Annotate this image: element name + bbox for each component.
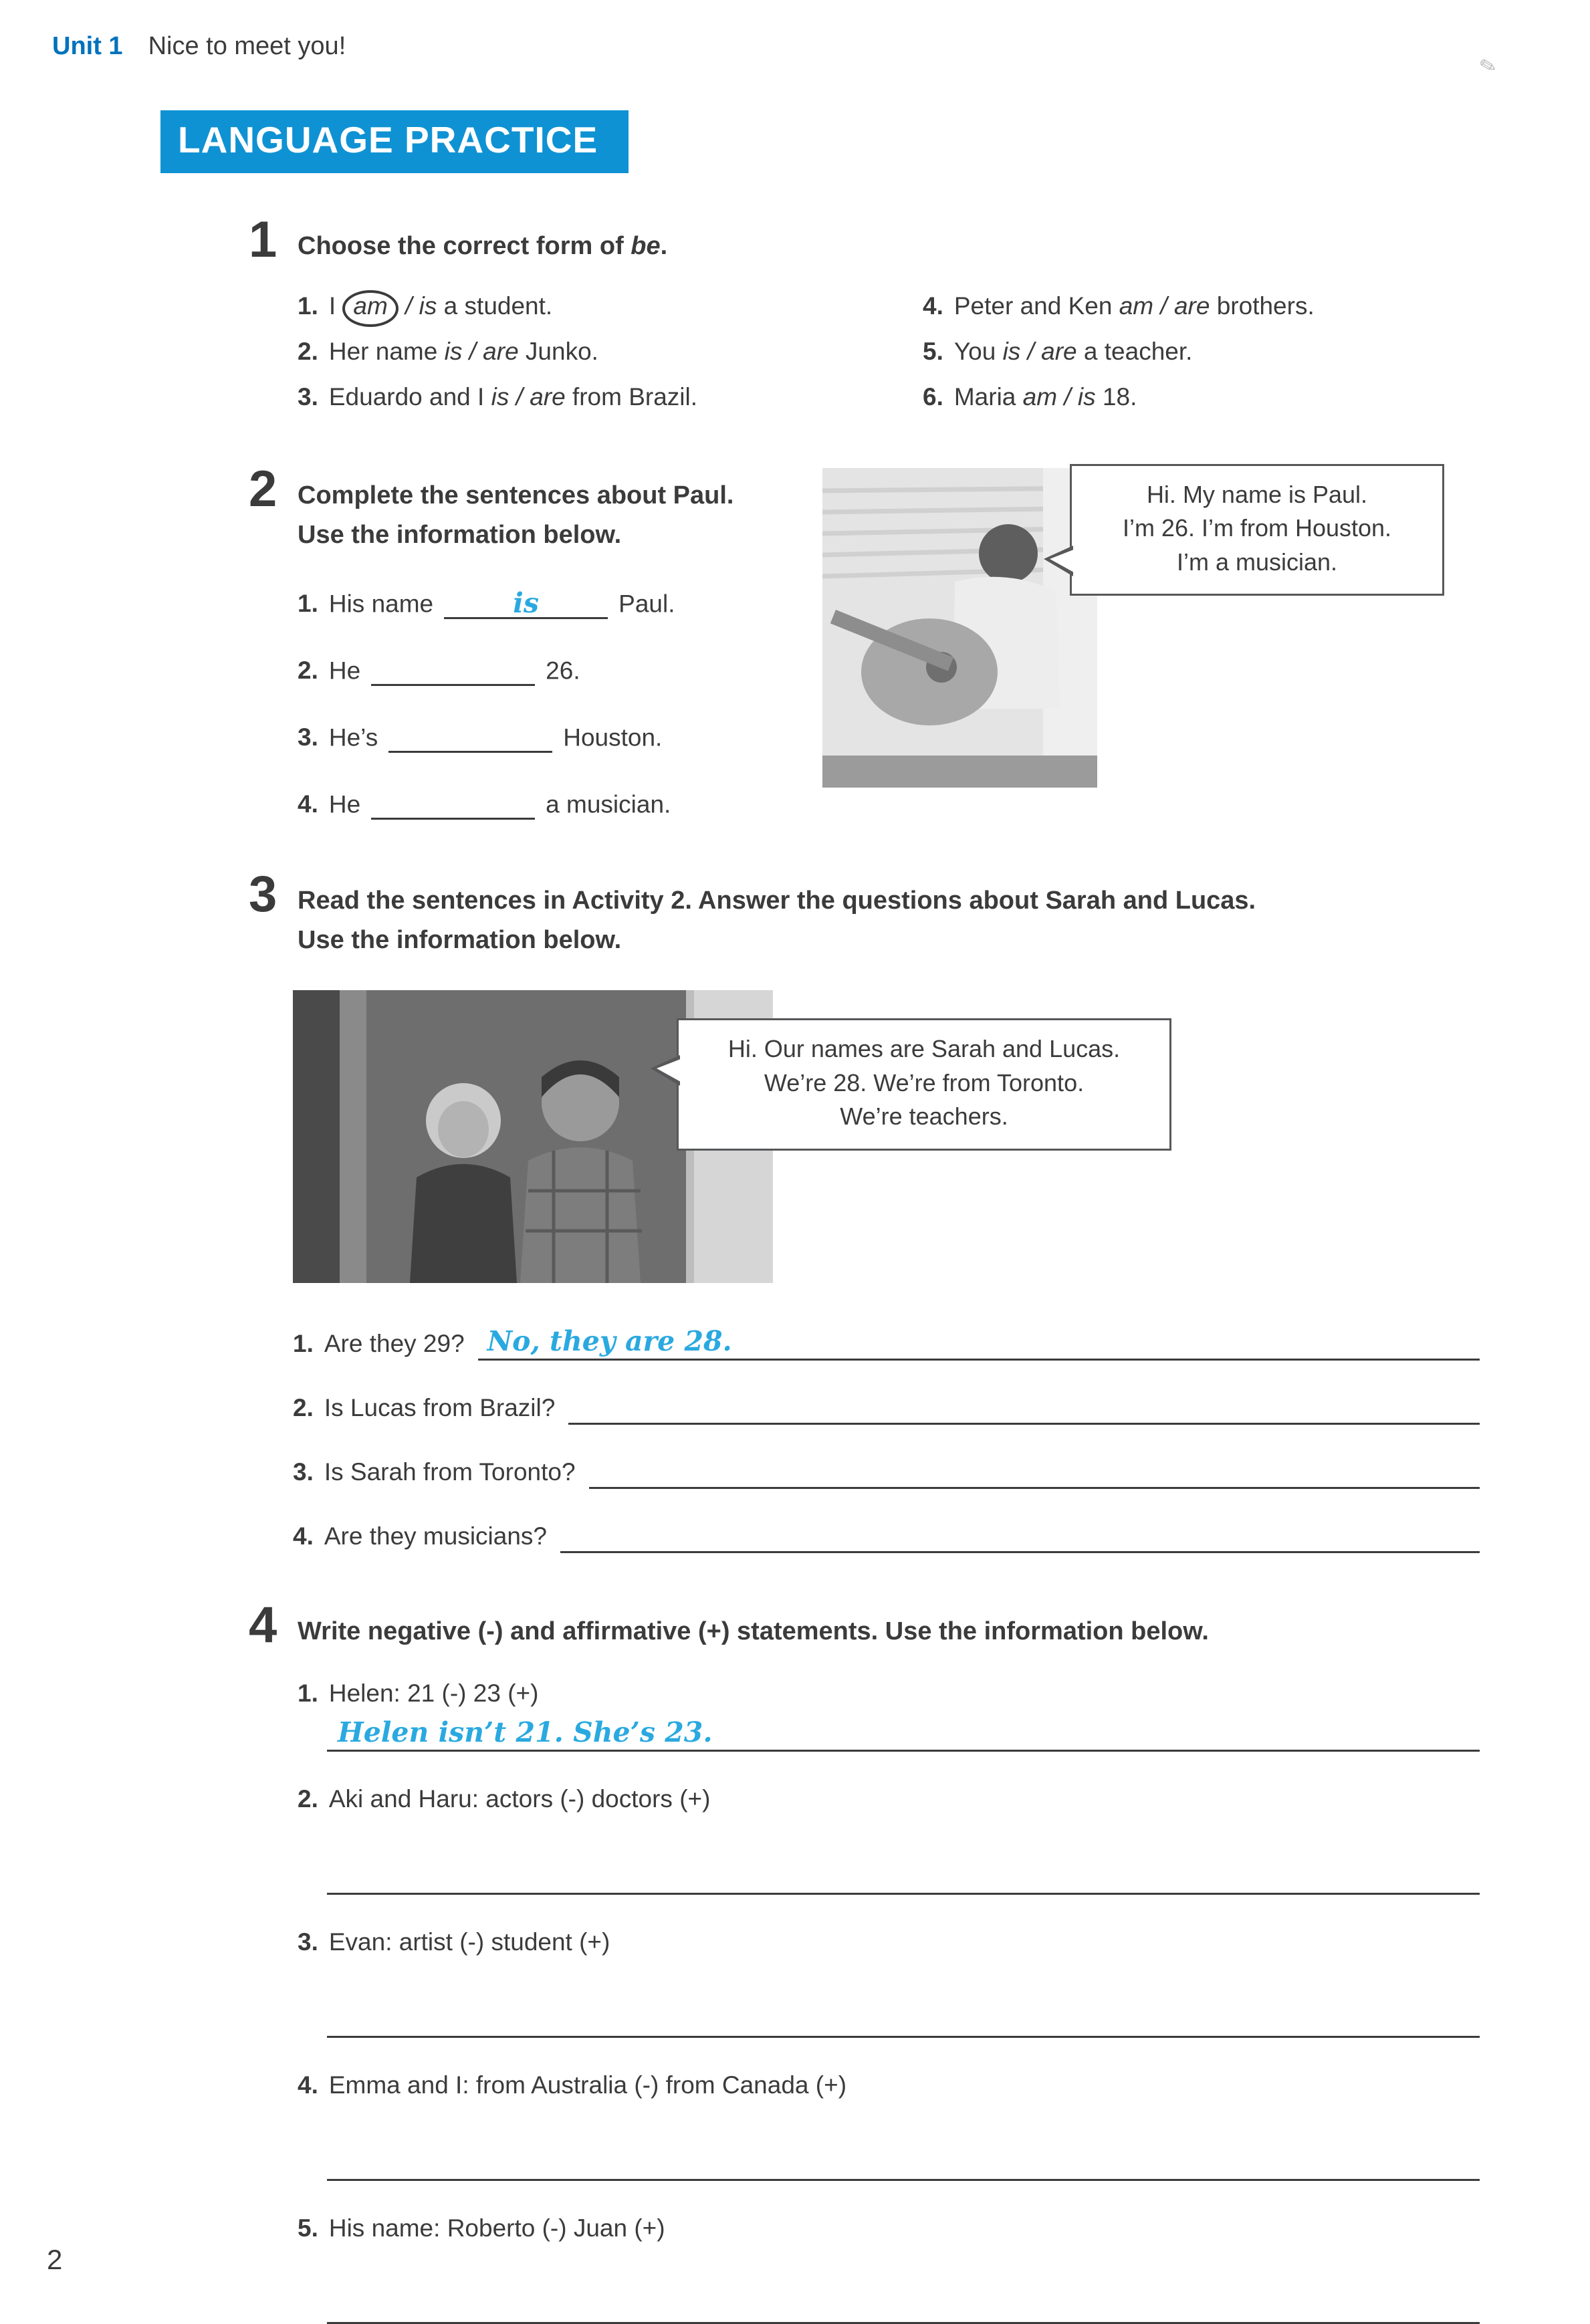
activity-3-title: Read the sentences in Activity 2. Answer the questions about Sarah and Lucas. Use the information below. bbox=[298, 886, 1256, 954]
unit-label: Unit 1 bbox=[52, 32, 123, 60]
choice-option-2[interactable]: are bbox=[1173, 292, 1210, 320]
activity-4-title: Write negative (-) and affirmative (+) statements. Use the information below. bbox=[298, 1617, 1209, 1646]
answer-line[interactable] bbox=[560, 1518, 1480, 1553]
activity-4-number: 4 bbox=[249, 1597, 277, 1654]
a1-item-3: 3. Eduardo and I is / are from Brazil. bbox=[298, 382, 698, 411]
item-number: 1. bbox=[293, 1330, 314, 1358]
question-text: Are they musicians? bbox=[324, 1522, 548, 1550]
choice-option-2[interactable]: are bbox=[530, 382, 566, 411]
a4-item-2 bbox=[298, 1785, 1480, 1895]
item-number: 6. bbox=[923, 382, 943, 411]
unit-title: Nice to meet you! bbox=[148, 32, 346, 60]
choice-option-2[interactable]: is bbox=[419, 292, 437, 320]
choice-option-1[interactable]: is bbox=[491, 382, 509, 411]
activity-2-number: 2 bbox=[249, 460, 277, 517]
item-number: 4. bbox=[298, 2071, 318, 2099]
answer-line[interactable] bbox=[327, 2003, 1480, 2038]
a3-item-1 bbox=[293, 1326, 1480, 1361]
item-number: 3. bbox=[293, 1458, 314, 1486]
activity-3-media bbox=[293, 990, 1480, 1288]
a1-item-5: 5. You is / are a teacher. bbox=[923, 337, 1193, 365]
activity-1-number: 1 bbox=[249, 211, 277, 268]
answer-blank[interactable] bbox=[371, 788, 535, 820]
page-header bbox=[0, 0, 1590, 61]
prompt-text: Evan: artist (-) student (+) bbox=[328, 1928, 610, 1956]
choice-option-1[interactable]: is bbox=[444, 337, 463, 365]
a1-item-1: 1. I am / is a student. bbox=[298, 283, 923, 329]
item-number: 2. bbox=[298, 337, 318, 365]
choice-option-2[interactable]: are bbox=[1041, 337, 1077, 365]
answer-blank[interactable] bbox=[371, 654, 535, 686]
choice-option-1-circled[interactable]: am bbox=[342, 290, 398, 327]
prompt-text: Aki and Haru: actors (-) doctors (+) bbox=[328, 1785, 711, 1813]
a2-item-2: 2. He 26. bbox=[298, 654, 1480, 686]
a1-item-4: 4. Peter and Ken am / are brothers. bbox=[923, 292, 1315, 320]
a2-item-1: 1. His name is Paul. bbox=[298, 586, 675, 619]
answer-line[interactable] bbox=[478, 1326, 1480, 1361]
choice-option-1[interactable]: am bbox=[1119, 292, 1154, 320]
a4-item-5 bbox=[298, 2214, 1480, 2324]
page-number: 2 bbox=[47, 2244, 63, 2275]
activity-2-title: Complete the sentences about Paul. Use the information below. bbox=[298, 481, 734, 549]
a3-item-2 bbox=[293, 1390, 1480, 1425]
item-number: 5. bbox=[923, 337, 943, 365]
answer-line[interactable] bbox=[327, 2289, 1480, 2324]
sarah-lucas-speech-bubble: Hi. Our names are Sarah and Lucas. We’re 28. We’re from Toronto. We’re teachers. bbox=[677, 1018, 1171, 1150]
title-word-be: be bbox=[631, 232, 661, 260]
a1-item-6: 6. Maria am / is 18. bbox=[923, 382, 1137, 411]
answer-line[interactable] bbox=[327, 1717, 1480, 1752]
activity-1-title: Choose the correct form of be. bbox=[298, 232, 668, 260]
handwritten-answer: Helen isn’t 21. She’s 23. bbox=[338, 1716, 713, 1749]
prompt-text: His name: Roberto (-) Juan (+) bbox=[328, 2214, 665, 2242]
corner-mark-icon: ✎ bbox=[1477, 53, 1499, 80]
answer-line[interactable] bbox=[589, 1454, 1480, 1489]
answer-line[interactable] bbox=[327, 1860, 1480, 1895]
a4-item-3 bbox=[298, 1928, 1480, 2038]
item-number: 4. bbox=[293, 1522, 314, 1550]
answer-blank[interactable] bbox=[444, 587, 608, 619]
handwritten-answer: is bbox=[513, 586, 539, 619]
item-number: 1. bbox=[298, 292, 318, 320]
a1-item-2: 2. Her name is / are Junko. bbox=[298, 337, 598, 365]
activity-4-items bbox=[298, 1679, 1480, 2324]
answer-line[interactable] bbox=[568, 1390, 1480, 1425]
prompt-text: Emma and I: from Australia (-) from Canada (+) bbox=[328, 2071, 847, 2099]
item-number: 3. bbox=[298, 723, 318, 751]
answer-line[interactable] bbox=[327, 2146, 1480, 2181]
choice-option-1[interactable]: am bbox=[1022, 382, 1058, 411]
activity-4 bbox=[249, 1597, 1480, 2324]
item-number: 2. bbox=[293, 1394, 314, 1422]
a3-item-4 bbox=[293, 1518, 1480, 1553]
choice-option-2[interactable]: is bbox=[1077, 382, 1096, 411]
item-number: 1. bbox=[298, 590, 318, 618]
handwritten-answer: No, they are 28. bbox=[487, 1325, 732, 1358]
activity-1 bbox=[249, 211, 1480, 420]
item-number: 4. bbox=[298, 790, 318, 818]
choice-option-2[interactable]: are bbox=[483, 337, 519, 365]
activity-2 bbox=[249, 460, 1480, 820]
question-text: Are they 29? bbox=[324, 1330, 465, 1358]
question-text: Is Lucas from Brazil? bbox=[324, 1394, 556, 1422]
activity-3 bbox=[249, 865, 1480, 1554]
a4-item-1 bbox=[298, 1679, 1480, 1752]
a3-item-3 bbox=[293, 1454, 1480, 1489]
paul-speech-bubble: Hi. My name is Paul. I’m 26. I’m from Houston. I’m a musician. bbox=[1070, 464, 1444, 596]
question-text: Is Sarah from Toronto? bbox=[324, 1458, 576, 1486]
item-number: 4. bbox=[923, 292, 943, 320]
a4-item-4 bbox=[298, 2071, 1480, 2181]
item-number: 5. bbox=[298, 2214, 318, 2242]
prompt-text: Helen: 21 (-) 23 (+) bbox=[328, 1679, 539, 1708]
choice-option-1[interactable]: is bbox=[1002, 337, 1021, 365]
activity-1-items bbox=[298, 283, 1480, 420]
answer-blank[interactable] bbox=[388, 721, 552, 753]
a2-item-3: 3. He’s Houston. bbox=[298, 721, 1480, 753]
activity-3-items bbox=[293, 1326, 1480, 1553]
paul-guitar-photo bbox=[822, 468, 1097, 788]
activity-3-number: 3 bbox=[249, 865, 277, 923]
item-number: 3. bbox=[298, 382, 318, 411]
language-practice-banner: LANGUAGE PRACTICE bbox=[160, 110, 629, 173]
item-number: 1. bbox=[298, 1679, 318, 1708]
item-number: 2. bbox=[298, 657, 318, 685]
a2-item-4: 4. He a musician. bbox=[298, 788, 1480, 820]
item-number: 2. bbox=[298, 1785, 318, 1813]
item-number: 3. bbox=[298, 1928, 318, 1956]
